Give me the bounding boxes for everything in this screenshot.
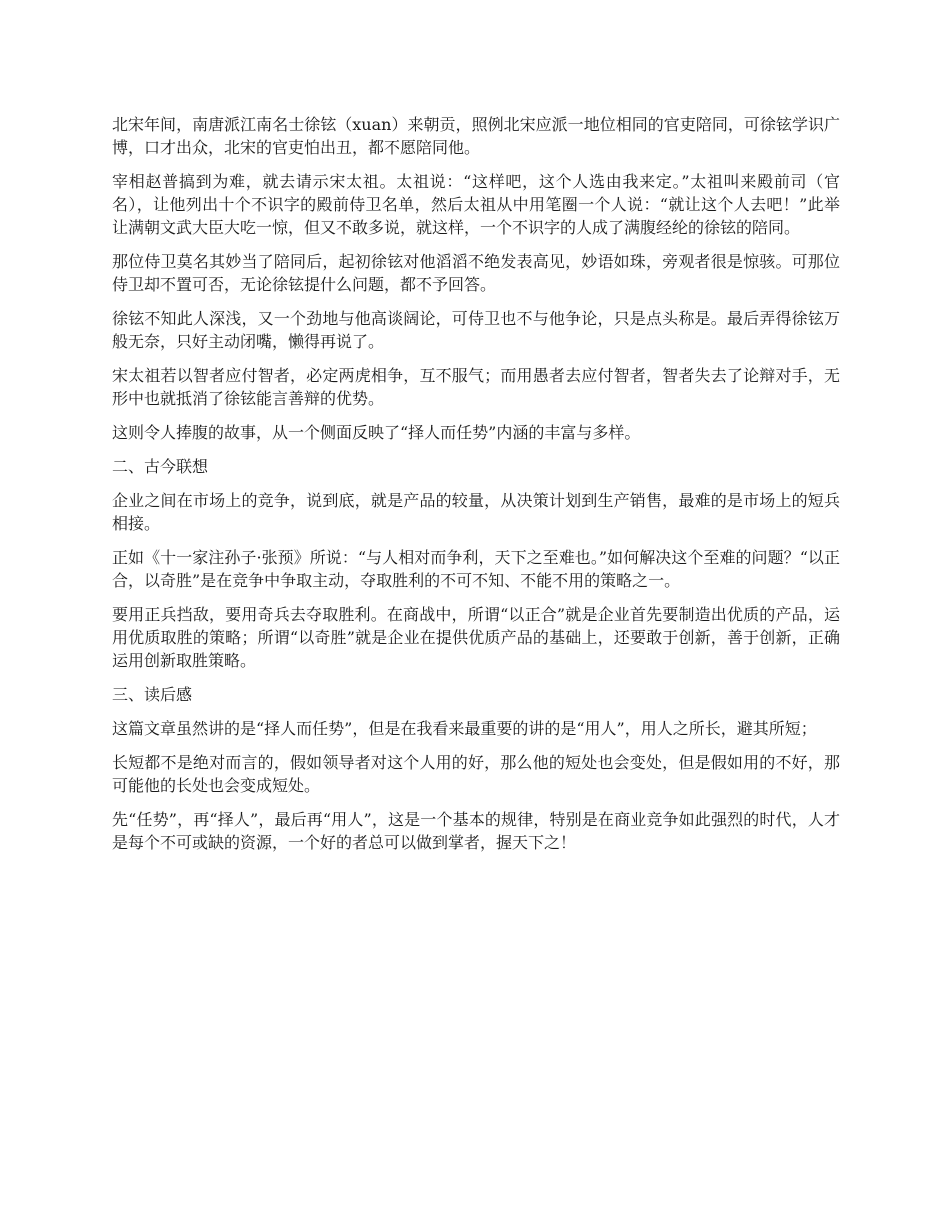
paragraph: 这篇文章虽然讲的是“择人而任势”，但是在我看来最重要的讲的是“用人”，用人之所长，避其所短； [112, 719, 817, 738]
paragraph: 那位侍卫莫名其妙当了陪同后，起初徐铉对他滔滔不绝发表高见，妙语如珠，旁观者很是惊骇。可那位侍卫却不置可否，无论徐铉提什么问题，都不予回答。 [112, 252, 840, 294]
section-heading: 三、读后感 [112, 685, 193, 704]
paragraph: 宰相赵普搞到为难，就去请示宋太祖。太祖说：“这样吧，这个人选由我来定。”太祖叫来殿前司（官名），让他列出十个不识字的殿前侍卫名单，然后太祖从中用笔圈一个人说：“就让这个人去吧！”此举让满朝文武大臣大吃一惊，但又不敢多说，就这样，一个不识字的人成了满腹经纶的徐铉的陪同。 [112, 172, 840, 237]
paragraph: 这则令人捧腹的故事，从一个侧面反映了“择人而任势”内涵的丰富与多样。 [112, 423, 641, 442]
paragraph: 北宋年间，南唐派江南名士徐铉（xuan）来朝贡，照例北宋应派一地位相同的官吏陪同，可徐铉学识广博，口才出众，北宋的官吏怕出丑，都不愿陪同他。 [112, 115, 840, 157]
paragraph: 要用正兵挡敌，要用奇兵去夺取胜利。在商战中，所谓“以正合”就是企业首先要制造出优质的产品，运用优质取胜的策略；所谓“以奇胜”就是企业在提供优质产品的基础上，还要敢于创新，善于创新，正确运用创新取胜策略。 [112, 605, 840, 670]
paragraph: 企业之间在市场上的竞争，说到底，就是产品的较量，从决策计划到生产销售，最难的是市场上的短兵相接。 [112, 491, 840, 533]
document-page [112, 113, 840, 865]
paragraph: 正如《十一家注孙子·张预》所说：“与人相对而争利，天下之至难也。”如何解决这个至难的问题？“以正合，以奇胜”是在竞争中争取主动，夺取胜利的不可不知、不能不用的策略之一。 [112, 548, 840, 590]
section-heading: 二、古今联想 [112, 457, 209, 476]
paragraph: 长短都不是绝对而言的，假如领导者对这个人用的好，那么他的短处也会变处，但是假如用的不好，那可能他的长处也会变成短处。 [112, 753, 840, 795]
paragraph: 先“任势”，再“择人”，最后再“用人”，这是一个基本的规律，特别是在商业竞争如此强烈的时代，人才是每个不可或缺的资源，一个好的者总可以做到掌者，握天下之！ [112, 810, 840, 852]
paragraph: 宋太祖若以智者应付智者，必定两虎相争，互不服气；而用愚者去应付智者，智者失去了论辩对手，无形中也就抵消了徐铉能言善辩的优势。 [112, 366, 840, 408]
paragraph: 徐铉不知此人深浅，又一个劲地与他高谈阔论，可侍卫也不与他争论，只是点头称是。最后弄得徐铉万般无奈，只好主动闭嘴，懒得再说了。 [112, 309, 840, 351]
